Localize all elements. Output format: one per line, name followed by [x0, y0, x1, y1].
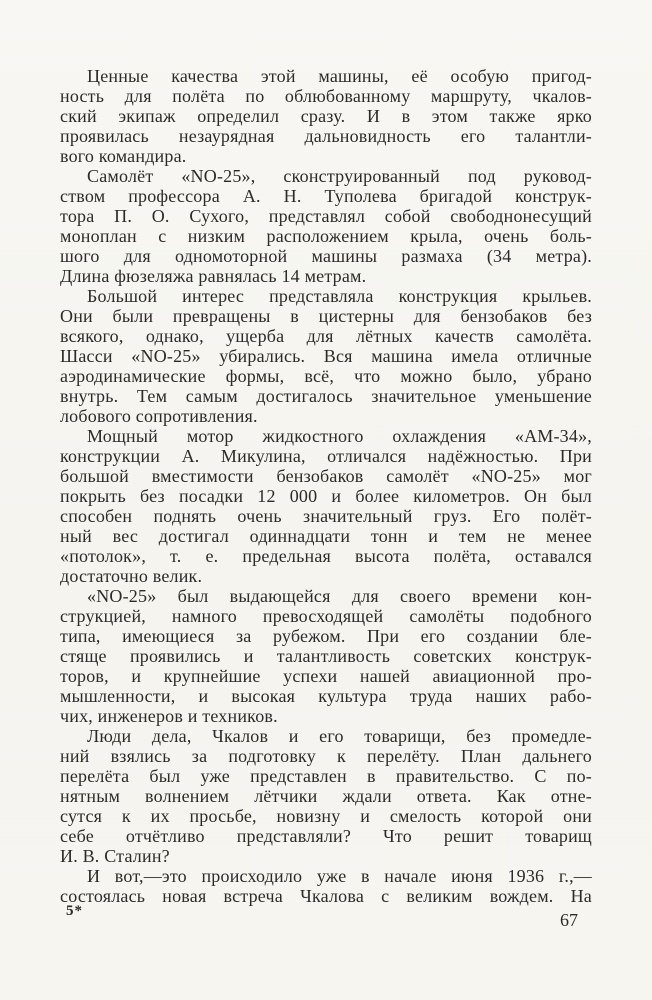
text-line: сутся к их просьбе, новизну и смелость которой они	[60, 806, 592, 826]
text-line: мышленности, и высокая культура труда наших рабо-	[60, 686, 592, 706]
text-line: вого командира.	[60, 146, 187, 166]
text-line: Они были превращены в цистерны для бензобаков без	[60, 306, 592, 326]
text-line: И вот,—это происходило уже в начале июня 1936 г.,—	[87, 866, 592, 886]
text-line: конструкции А. Микулина, отличался надёжностью. При	[60, 446, 592, 466]
paragraph	[60, 166, 592, 286]
text-line: Люди дела, Чкалов и его товарищи, без промедле-	[87, 726, 592, 746]
paragraph	[60, 866, 592, 906]
text-line: всякого, однако, ущерба для лётных качеств самолёта.	[60, 326, 592, 346]
text-line: ный вес достигал одиннадцати тонн и тем не менее	[60, 526, 592, 546]
text-line: Мощный мотор жидкостного охлаждения «АМ-34»,	[87, 426, 592, 446]
text-line: моноплан с низким расположением крыла, очень боль-	[60, 226, 592, 246]
paragraph	[60, 66, 592, 166]
text-line: покрыть без посадки 12 000 и более километров. Он был	[60, 486, 592, 506]
signature-mark: 5*	[66, 903, 83, 919]
text-line: проявилась незаурядная дальновидность его талантли-	[60, 126, 592, 146]
text-line: себе отчётливо представляли? Что решит товарищ	[60, 826, 592, 846]
text-line: стяще проявились и талантливость советских конструк-	[60, 646, 592, 666]
text-line: лобового сопротивления.	[60, 406, 258, 426]
text-line: струкцией, намного превосходящей самолёты подобного	[60, 606, 592, 626]
text-line: типа, имеющиеся за рубежом. При его создании бле-	[60, 626, 592, 646]
text-line: ний взялись за подготовку к перелёту. План дальнего	[60, 746, 592, 766]
paragraph	[60, 726, 592, 866]
text-line: большой вместимости бензобаков самолёт «NO-25» мог	[60, 466, 592, 486]
page-number: 67	[560, 910, 578, 930]
text-line: ством профессора А. Н. Туполева бригадой конструк-	[60, 186, 592, 206]
text-line: торов, и крупнейшие успехи нашей авиационной про-	[60, 666, 592, 686]
text-line: «NO-25» был выдающейся для своего времени кон-	[87, 586, 592, 606]
paragraph	[60, 586, 592, 726]
text-line: Большой интерес представляла конструкция крыльев.	[87, 286, 592, 306]
text-line: аэродинамические формы, всё, что можно было, убрано	[60, 366, 592, 386]
text-line: чих, инженеров и техников.	[60, 706, 278, 726]
text-line: ский экипаж определил сразу. И в этом также ярко	[60, 106, 592, 126]
text-line: Шасси «NO-25» убирались. Вся машина имела отличные	[60, 346, 592, 366]
text-line: достаточно велик.	[60, 566, 203, 586]
text-line: нятным волнением лётчики ждали ответа. Как отне-	[60, 786, 592, 806]
text-line: И. В. Сталин?	[60, 846, 170, 866]
text-line: Самолёт «NO-25», сконструированный под руковод-	[87, 166, 592, 186]
body-text-block	[60, 66, 592, 906]
paragraph	[60, 286, 592, 426]
text-line: внутрь. Тем самым достигалось значительное уменьшение	[60, 386, 592, 406]
text-line: «потолок», т. е. предельная высота полёта, оставался	[60, 546, 592, 566]
text-line: Ценные качества этой машины, её особую пригод-	[87, 66, 592, 86]
text-line: состоялась новая встреча Чкалова с великим вождем. На	[60, 886, 592, 906]
text-line: способен поднять очень значительный груз. Его полёт-	[60, 506, 592, 526]
text-line: перелёта был уже представлен в правительство. С по-	[60, 766, 592, 786]
text-line: шого для одномоторной машины размаха (34 метра).	[60, 246, 592, 266]
text-line: Длина фюзеляжа равнялась 14 метрам.	[60, 266, 367, 286]
text-line: тора П. О. Сухого, представлял собой свободнонесущий	[60, 206, 592, 226]
paragraph	[60, 426, 592, 586]
text-line: ность для полёта по облюбованному маршруту, чкалов-	[60, 86, 592, 106]
